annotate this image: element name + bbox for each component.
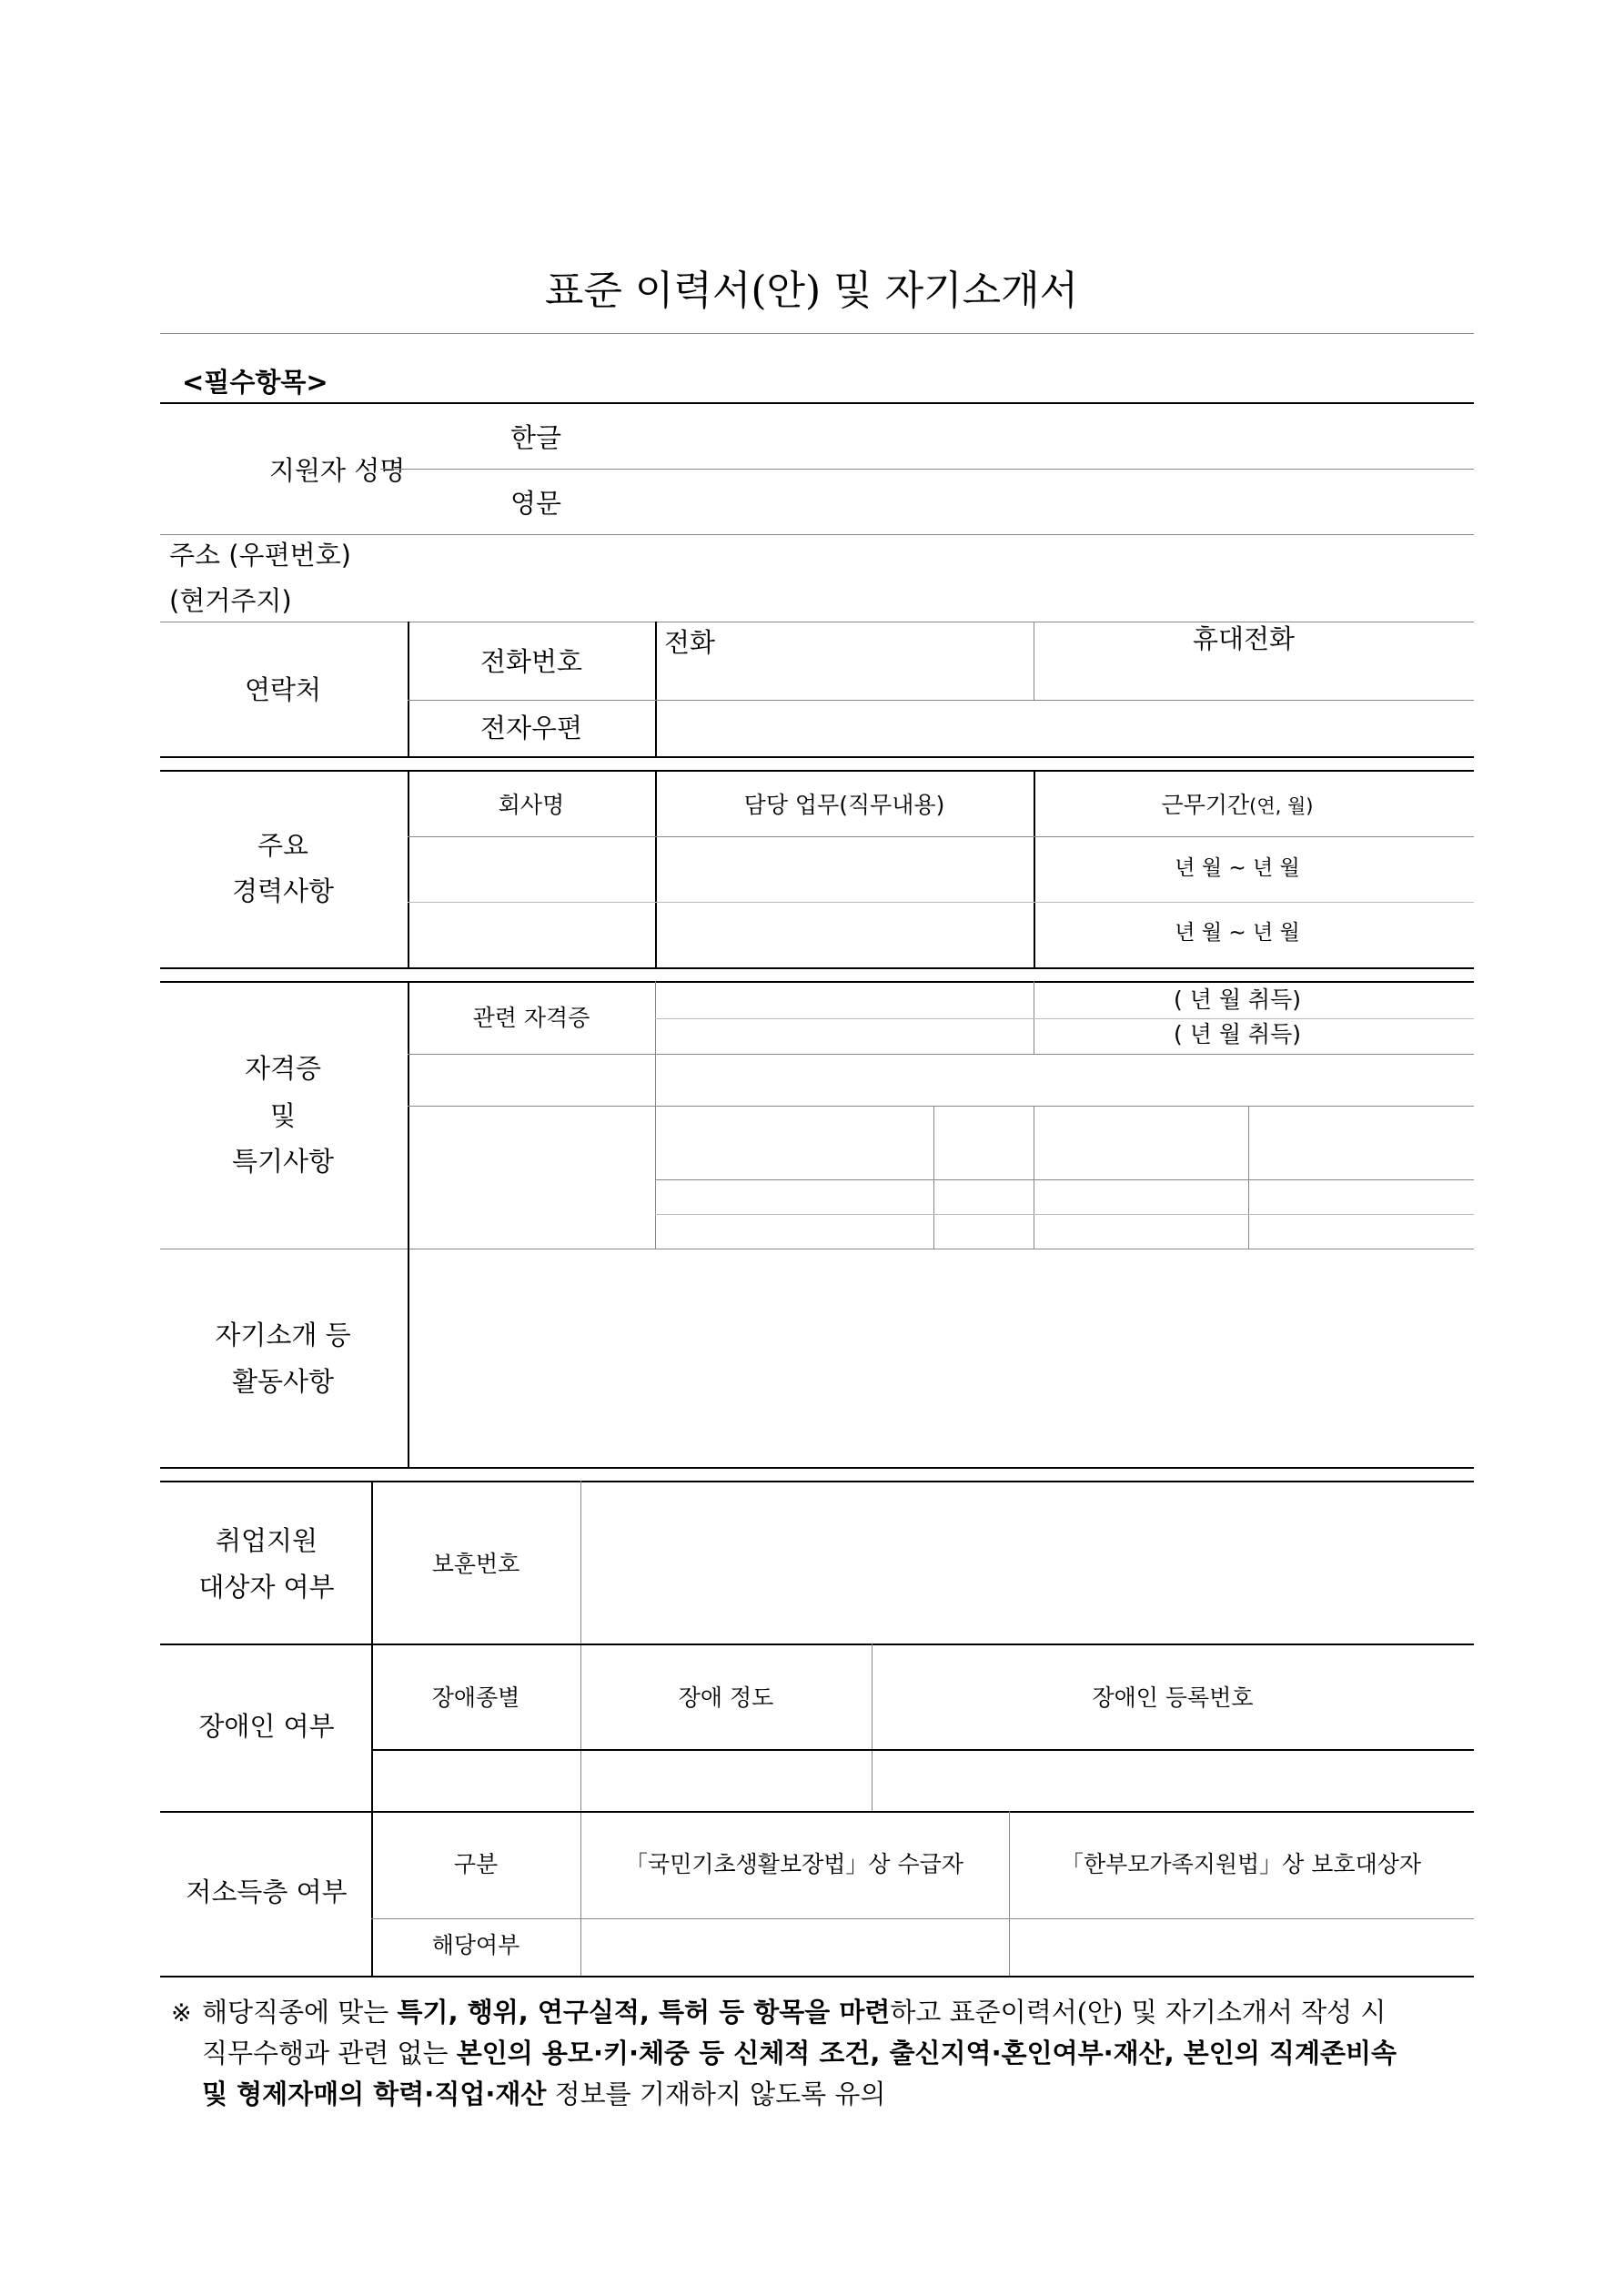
career-header-divider — [408, 836, 1474, 837]
notice-bold-2: 본인의 용모·키·체중 등 신체적 조건, 출신지역·혼인여부·재산, 본인의 직계존비속 — [456, 2038, 1397, 2068]
phone-field[interactable] — [664, 661, 1028, 697]
career-row-divider — [408, 902, 1474, 903]
career-period-1: 년 월 ~ 년 월 — [1175, 856, 1300, 880]
contact-row-divider — [408, 700, 1474, 701]
special-note-field[interactable] — [662, 1058, 1463, 1102]
cert-row4-divider — [655, 1214, 1474, 1215]
cert-row3-top — [408, 1106, 1474, 1107]
career-label-2: 경력사항 — [231, 875, 335, 906]
cert-acquired-1: ( 년 월 취득) — [1174, 986, 1301, 1013]
name-row-divider — [380, 469, 1474, 470]
cert-vline-1 — [408, 981, 409, 1249]
col-disability-type: 장애종별 — [431, 1684, 520, 1711]
address-label: 주소 (우편번호) — [169, 540, 351, 571]
applicable-row-label: 해당여부 — [431, 1932, 520, 1958]
phone-sub-label: 전화 — [664, 627, 716, 658]
table-bottom-border — [160, 1976, 1474, 1977]
cert-label-3: 특기사항 — [231, 1146, 335, 1177]
contact-vline-2 — [655, 622, 657, 756]
cert-name-1[interactable] — [662, 985, 1028, 1017]
career-vline-1 — [408, 770, 409, 967]
notice-text-2: 하고 표준이력서(안) 및 자기소개서 작성 시 — [890, 1997, 1387, 2028]
career-company-1[interactable] — [415, 842, 650, 898]
disability-degree-field[interactable] — [588, 1755, 866, 1805]
col-period-unit: (연, 월) — [1249, 795, 1314, 817]
english-name-label: 영문 — [509, 488, 562, 519]
email-field[interactable] — [664, 706, 1456, 750]
notice-mark: ※ — [171, 1999, 192, 2028]
career-duty-2[interactable] — [662, 906, 1028, 961]
disability-header-divider — [371, 1749, 1474, 1751]
korean-name-field[interactable] — [637, 417, 1456, 462]
phone-number-label: 전화번호 — [479, 646, 583, 677]
special-note-label-field[interactable] — [415, 1058, 650, 1102]
notice-line-2 — [202, 2040, 1521, 2067]
email-label: 전자우편 — [479, 713, 583, 743]
page-title: 표준 이력서(안) 및 자기소개서 — [544, 268, 1079, 314]
cert-label-1: 자격증 — [244, 1053, 322, 1084]
address-field[interactable] — [409, 542, 1456, 615]
cert-name-2[interactable] — [662, 1021, 1028, 1052]
veteran-number-field[interactable] — [591, 1492, 1465, 1638]
low-income-label: 저소득층 여부 — [186, 1876, 348, 1907]
contact-vline-1 — [408, 622, 409, 756]
col-disability-reg-no: 장애인 등록번호 — [1092, 1684, 1254, 1711]
cert-top-2 — [160, 981, 1474, 983]
disability-reg-no-field[interactable] — [879, 1755, 1468, 1805]
cert-acquired-2: ( 년 월 취득) — [1174, 1021, 1301, 1047]
support-top-2 — [160, 1481, 1474, 1482]
disability-vline — [872, 1644, 873, 1811]
english-name-field[interactable] — [637, 480, 1456, 526]
col-duty: 담당 업무(직무내용) — [743, 792, 945, 818]
career-vline-2 — [655, 770, 657, 967]
veteran-number-label: 보훈번호 — [431, 1551, 520, 1577]
intro-bottom-1 — [160, 1467, 1474, 1469]
employment-support-label-2: 대상자 여부 — [198, 1572, 335, 1603]
address-label-sub: (현거주지) — [169, 585, 292, 616]
disability-type-field[interactable] — [378, 1755, 575, 1805]
career-bottom-1 — [160, 967, 1474, 969]
related-cert-label: 관련 자격증 — [472, 1005, 590, 1031]
notice-text-1: 해당직종에 맞는 — [202, 1997, 398, 2028]
notice-bold-3: 및 형제자매의 학력·직업·재산 — [202, 2079, 547, 2109]
col-period — [1162, 794, 1314, 816]
notice-text-3: 직무수행과 관련 없는 — [202, 2038, 457, 2068]
career-period-2: 년 월 ~ 년 월 — [1175, 921, 1300, 945]
cert-vline-2 — [655, 981, 656, 1249]
intro-vline — [408, 1249, 409, 1467]
self-intro-label-2: 활동사항 — [231, 1366, 335, 1397]
lower-vline-1 — [371, 1481, 373, 1976]
notice-line-1 — [202, 1999, 1521, 2026]
cert-label-2: 및 — [269, 1100, 297, 1131]
employment-support-label-1: 취업지원 — [215, 1525, 318, 1556]
col-disability-degree: 장애 정도 — [678, 1684, 774, 1711]
career-top-2 — [160, 770, 1474, 772]
career-company-2[interactable] — [415, 906, 650, 961]
notice-text-4: 정보를 기재하지 않도록 유의 — [546, 2079, 886, 2109]
korean-name-label: 한글 — [509, 422, 562, 453]
table-top-border — [160, 402, 1474, 404]
col-basic-livelihood: 「국민기초생활보장법」상 수급자 — [625, 1851, 963, 1877]
self-intro-label-1: 자기소개 등 — [215, 1320, 351, 1350]
career-label-1: 주요 — [257, 830, 309, 861]
cert-vline-4 — [933, 1106, 934, 1249]
career-duty-1[interactable] — [662, 842, 1028, 898]
mobile-field[interactable] — [1042, 661, 1460, 697]
contact-label: 연락처 — [244, 674, 322, 705]
notice-line-3 — [202, 2081, 1521, 2108]
disability-label: 장애인 여부 — [198, 1711, 335, 1742]
section-required-label: <필수항목> — [182, 367, 328, 398]
self-intro-field[interactable] — [419, 1256, 1465, 1460]
single-parent-applicable-field[interactable] — [1016, 1924, 1468, 1971]
applicant-name-label: 지원자 성명 — [269, 455, 406, 486]
low-income-divider — [371, 1918, 1474, 1919]
col-company: 회사명 — [498, 792, 565, 818]
name-row-bottom — [160, 534, 1474, 535]
col-category: 구분 — [453, 1851, 499, 1877]
basic-livelihood-applicable-field[interactable] — [588, 1924, 1003, 1971]
lower-vline-2 — [580, 1481, 581, 1976]
cert-row-divider — [655, 1018, 1474, 1019]
support-bottom — [160, 1644, 1474, 1645]
mobile-sub-label: 휴대전화 — [1192, 623, 1296, 654]
col-period-text: 근무기간 — [1161, 792, 1250, 818]
col-single-parent: 「한부모가족지원법」상 보호대상자 — [1060, 1851, 1422, 1877]
cert-row2-top — [408, 1054, 1474, 1055]
cert-vline-6 — [1248, 1106, 1249, 1249]
career-vline-3 — [1034, 770, 1035, 967]
title-divider — [160, 333, 1474, 334]
cert-row3-divider — [655, 1179, 1474, 1180]
disability-bottom — [160, 1811, 1474, 1813]
notice-bold-1: 특기, 행위, 연구실적, 특허 등 항목을 마련 — [397, 1997, 891, 2028]
low-income-vline — [1009, 1811, 1010, 1976]
contact-bottom-1 — [160, 756, 1474, 758]
